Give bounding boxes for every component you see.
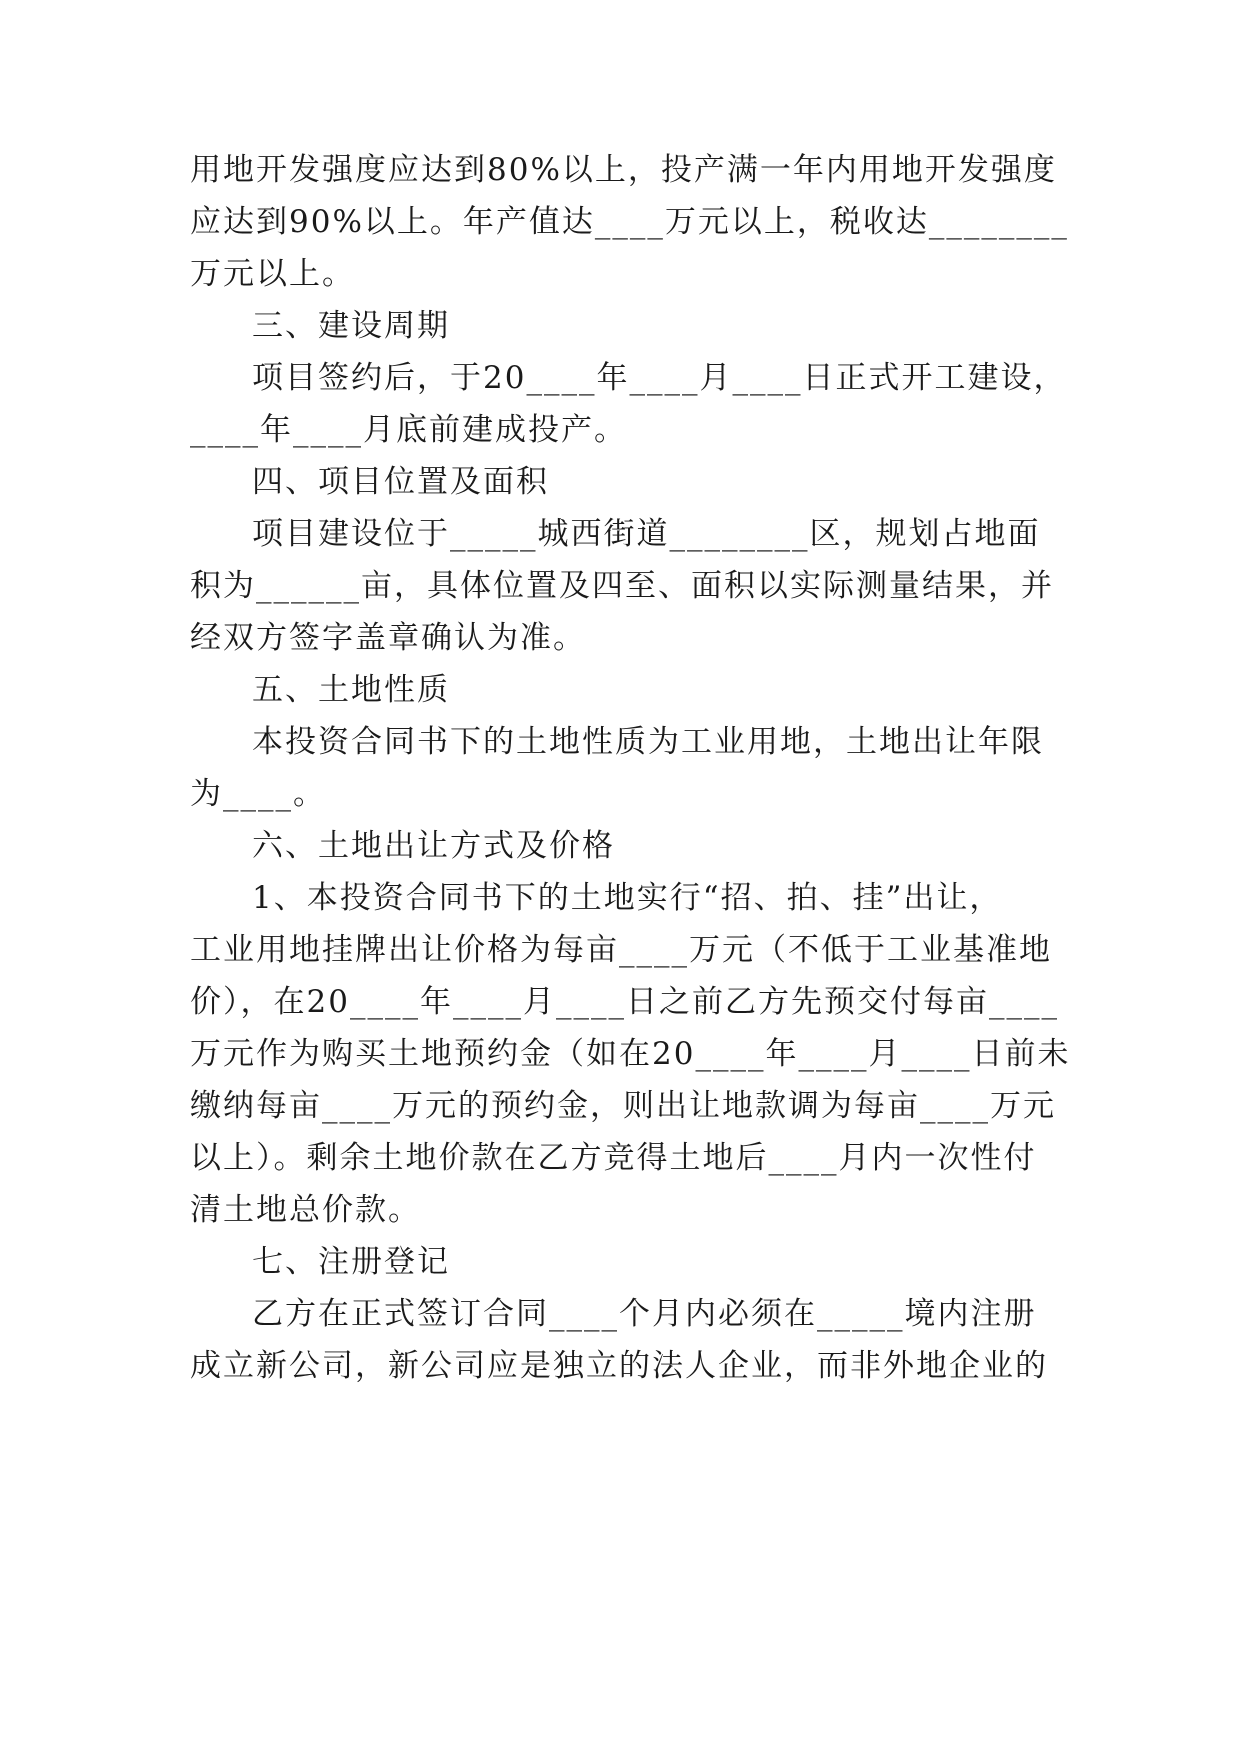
section-heading-5: 五、土地性质: [252, 672, 450, 708]
text-line-8: 项目建设位于_____城西街道________区，规划占地面: [252, 516, 1041, 552]
text-line-13: 为____。: [190, 776, 326, 812]
text-line-3: 万元以上。: [190, 256, 355, 292]
text-line-9: 积为______亩，具体位置及四至、面积以实际测量结果，并: [190, 568, 1054, 604]
section-heading-4: 四、项目位置及面积: [252, 464, 549, 500]
text-line-2: 应达到90%以上。年产值达____万元以上，税收达________: [190, 204, 1069, 240]
text-line-1: 用地开发强度应达到80%以上，投产满一年内用地开发强度: [190, 152, 1057, 188]
text-line-21: 清土地总价款。: [190, 1192, 421, 1228]
text-line-20: 以上）。剩余土地价款在乙方竞得土地后____月内一次性付: [190, 1140, 1037, 1176]
text-line-12: 本投资合同书下的土地性质为工业用地，土地出让年限: [252, 724, 1044, 760]
text-line-17: 价），在20____年____月____日之前乙方先预交付每亩____: [190, 984, 1059, 1020]
text-line-6: ____年____月底前建成投产。: [190, 412, 627, 448]
text-line-19: 缴纳每亩____万元的预约金，则出让地款调为每亩____万元: [190, 1088, 1056, 1124]
text-line-24: 成立新公司，新公司应是独立的法人企业，而非外地企业的: [190, 1348, 1048, 1384]
text-line-18: 万元作为购买土地预约金（如在20____年____月____日前未: [190, 1036, 1071, 1072]
text-line-23: 乙方在正式签订合同____个月内必须在_____境内注册: [252, 1296, 1037, 1332]
text-line-10: 经双方签字盖章确认为准。: [190, 620, 586, 656]
text-line-15: 1、本投资合同书下的土地实行“招、拍、挂”出让，: [252, 880, 1003, 916]
section-heading-3: 三、建设周期: [252, 308, 450, 344]
section-heading-7: 七、注册登记: [252, 1244, 450, 1280]
section-heading-6: 六、土地出让方式及价格: [252, 828, 615, 864]
text-line-16: 工业用地挂牌出让价格为每亩____万元（不低于工业基准地: [190, 932, 1052, 968]
text-line-5: 项目签约后，于20____年____月____日正式开工建设，: [252, 360, 1067, 396]
